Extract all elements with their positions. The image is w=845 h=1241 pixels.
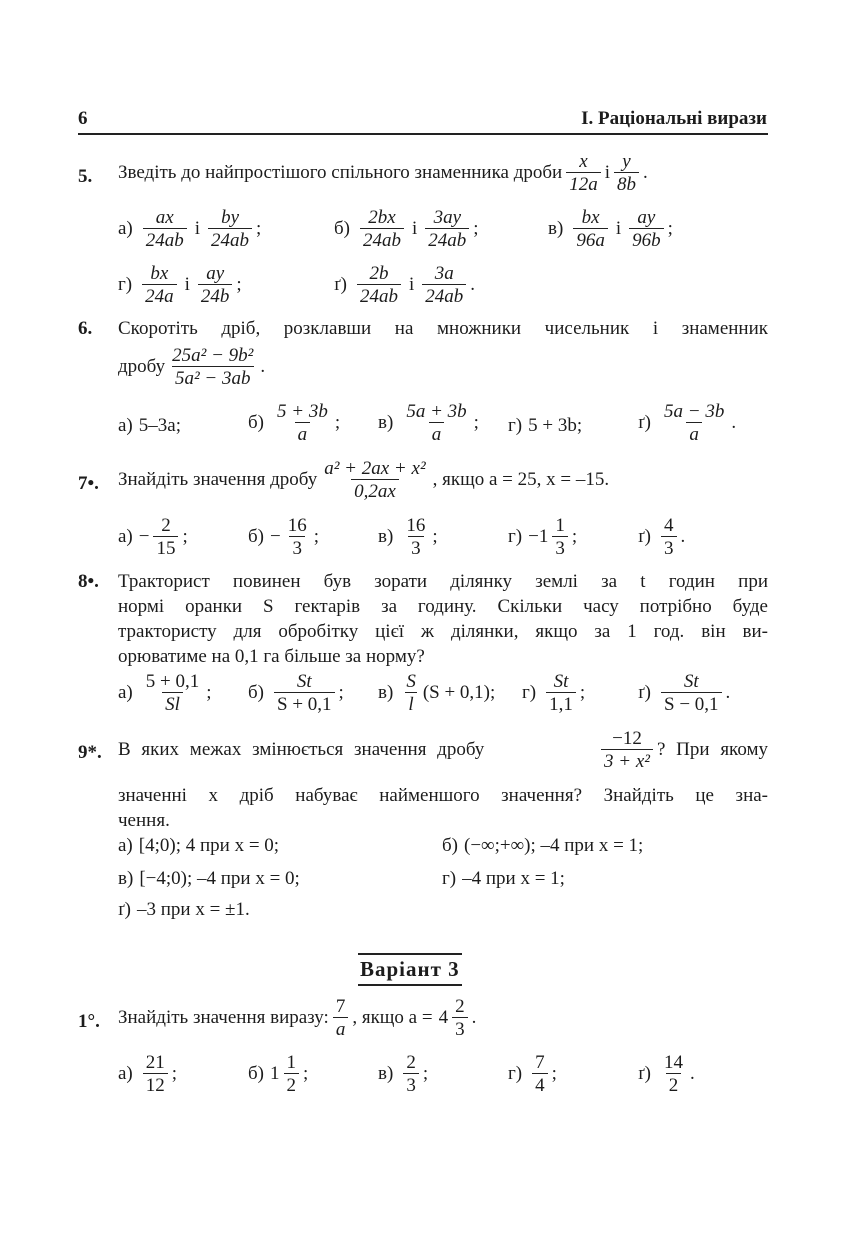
fraction: $\frac{-12}{\text{3 + x²}}$ [601,729,653,772]
problem-5-text: Зведіть до найпростішого спільного знаменника дроби [118,162,563,184]
answer-option-gg: ґ) $\frac{5a - 3b}{a}$ . [638,401,737,445]
answer-option-a: а) 5–3a; [118,415,181,436]
fraction: $\frac{\text{a² + 2ax + x²}}{0,2ax}$ [324,458,426,502]
fraction: $\frac{y}{8b}$ [614,152,639,195]
page-number: 6 [78,108,88,129]
answer-option-g: г) $\frac{7}{4}$ ; [508,1052,557,1096]
answer-option-gg: ґ) $\frac{2b}{24ab}$ і $\frac{3a}{24ab}$ . [334,263,476,307]
problem-9-line: чення. [118,810,170,831]
answer-option-gg: ґ) $\frac{4}{3}$ . [638,515,686,559]
answer-option-gg: ґ) –3 при x = ±1. [118,899,250,920]
fraction: $\frac{x}{12a}$ [566,152,601,195]
answer-option-g: г) $\frac{St}{1,1}$ ; [522,671,586,715]
problem-8-line: трактористу для обробітку цієї ж ділянки, якщо за 1 год. він ви- [118,621,768,642]
fraction: $\frac{2}{3}$ [452,997,468,1040]
answer-option-b: б) $\frac{St}{S + 0,1}$ ; [248,671,344,715]
problem-6-number: 6. [78,318,93,339]
header-rule [78,133,768,135]
problem-1-statement: Знайдіть значення виразу: $\frac{7}{a}$ , якщо a = 4 $\frac{2}{3}$ . [118,996,477,1040]
answer-option-b: б) $\frac{2bx}{24ab}$ і $\frac{3ay}{24ab}$ ; [334,207,479,251]
problem-1-number: 1°. [78,1011,100,1032]
problem-6-fraction-line: дробу $\frac{\text{25a² − 9b²}}{\text{5a² − 3ab}}$ . [118,345,266,389]
problem-8-number: 8•. [78,571,99,592]
answer-option-b: б) 1 $\frac{1}{2}$ ; [248,1052,309,1096]
answer-option-g: г) –4 при x = 1; [442,868,565,889]
chapter-title: I. Раціональні вирази [581,108,767,129]
problem-6-text: Скоротіть дріб, розклавши на множники чисельник і знаменник [118,318,768,339]
answer-option-v: в) $\frac{16}{3}$ ; [378,515,438,559]
answer-option-v: в) $\frac{5a + 3b}{a}$ ; [378,401,479,445]
answer-option-a: а) $\frac{ax}{24ab}$ і $\frac{by}{24ab}$ ; [118,207,262,251]
answer-option-v: в) $\frac{bx}{96a}$ і $\frac{ay}{96b}$ ; [548,207,673,251]
variant-heading: Варіант 3 [358,953,462,986]
problem-9-statement: В яких межах змінюється значення дробу $\frac{-12}{\text{3 + x²}}$ ? При якому [118,728,768,772]
answer-option-a: а) − $\frac{2}{15}$ ; [118,515,188,559]
problem-8-line: нормі оранки S гектарів за годину. Скільки часу потрібно буде [118,596,768,617]
problem-8-line: орюватиме на 0,1 га більше за норму? [118,646,425,667]
answer-option-g: г) 5 + 3b; [508,415,583,436]
answer-option-b: б) $\frac{5 + 3b}{a}$ ; [248,401,341,445]
answer-option-a: а) [4;0); 4 при x = 0; [118,835,280,856]
problem-5-number: 5. [78,166,93,187]
problem-7-statement: Знайдіть значення дробу $\frac{\text{a² + 2ax + x²}}{0,2ax}$ , якщо a = 25, x = –15. [118,458,610,502]
problem-9-number: 9*. [78,742,102,763]
answer-option-g: г) $\frac{bx}{24a}$ і $\frac{ay}{24b}$ ; [118,263,242,307]
answer-option-b: б) (−∞;+∞); –4 при x = 1; [442,835,644,856]
problem-9-line: значенні x дріб набуває найменшого значення? Знайдіть це зна- [118,785,768,806]
answer-option-g: г) −1 $\frac{1}{3}$ ; [508,515,578,559]
fraction: $\frac{7}{a}$ [333,997,349,1040]
problem-5-statement: Зведіть до найпростішого спільного знаменника дроби $\frac{x}{12a}$ і $\frac{y}{8b}$ . [118,151,648,195]
answer-option-a: а) $\frac{21}{12}$ ; [118,1052,178,1096]
fraction: $\frac{\text{25a² − 9b²}}{\text{5a² − 3ab}}$ [172,345,254,389]
answer-option-gg: ґ) $\frac{St}{S - 0,1}$ . [638,671,731,715]
answer-option-v: в) $\frac{S}{l}$ (S + 0,1); [378,671,496,715]
problem-7-number: 7•. [78,473,99,494]
answer-option-v: в) [−4;0); –4 при x = 0; [118,868,300,889]
problem-8-line: Тракторист повинен був зорати ділянку землі за t годин при [118,571,768,592]
answer-option-a: а) $\frac{5 + 0,1}{Sl}$ ; [118,671,212,715]
answer-option-gg: ґ) $\frac{14}{2}$ . [638,1052,695,1096]
answer-option-b: б) − $\frac{16}{3}$ ; [248,515,319,559]
answer-option-v: в) $\frac{2}{3}$ ; [378,1052,429,1096]
